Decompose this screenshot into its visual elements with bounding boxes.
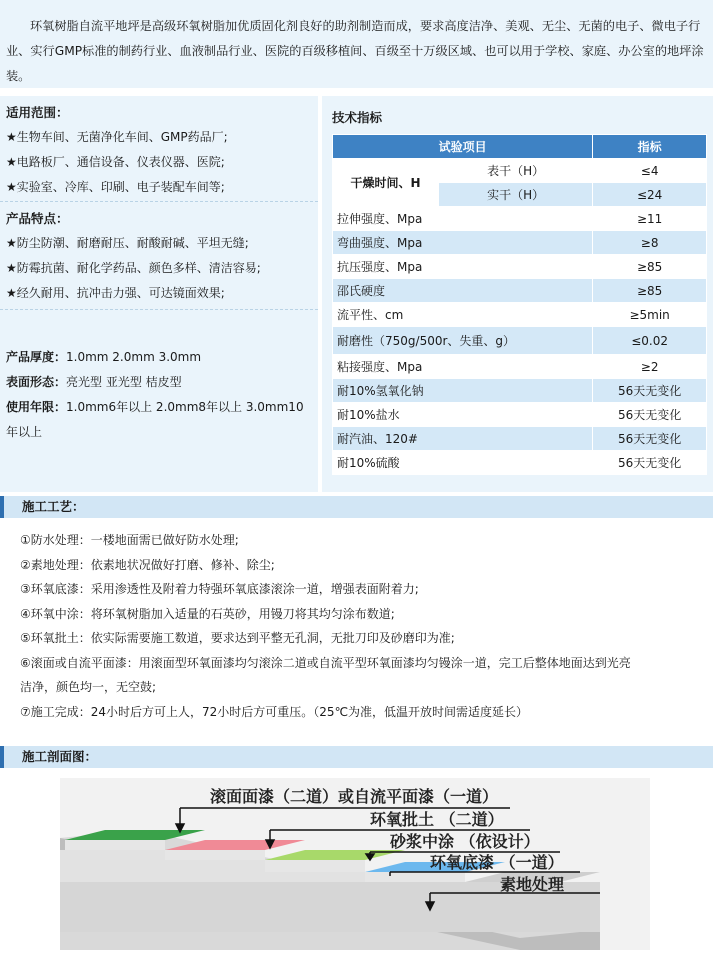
spec-table [332,134,707,475]
table-row [333,427,707,451]
row-value: ≤0.02 [593,327,707,355]
cross-section-diagram [60,778,650,950]
life-row-cont: 年以上 [6,425,43,439]
feature-item: ★经久耐用、抗冲击力强、可达镜面效果; [6,286,225,300]
process-step: ①防水处理：一楼地面需已做好防水处理; [20,533,239,547]
table-row [333,207,707,231]
cross-section-svg [60,778,650,950]
row-value: ≤24 [593,183,707,207]
dry-group-cell: 干燥时间、H [333,159,439,207]
table-row [333,355,707,379]
thickness-row [6,345,318,370]
row-name: 耐汽油、120# [333,427,593,451]
thickness-value: 1.0mm 2.0mm 3.0mm [66,350,202,364]
process-step: ②素地处理：依素地状况做好打磨、修补、除尘; [20,557,275,572]
layer-label-top: 滚面面漆（二道）或自流平面漆（一道） [210,787,499,806]
scope-item: ★生物车间、无菌净化车间、GMP药品厂; [6,130,228,144]
row-name: 耐磨性（750g/500r、失重、g） [333,327,593,355]
scope-section [0,96,318,202]
feature-item: ★防霉抗菌、耐化学药品、颜色多样、清洁容易; [6,261,261,275]
intro-text: 环氧树脂自流平地坪是高级环氧树脂加优质固化剂良好的助剂制造而成，要求高度洁净、美观、无尘、无菌的电子、微电子行业、实行GMP标准的制药行业、血液制品行业、医院的百级移植间、百级至十万级区域、也可以用于学校、家庭、办公室的地坪涂装。 [6,19,704,83]
col-value-header: 指标 [593,135,707,159]
scope-item: ★电路板厂、通信设备、仪表仪器、医院; [6,155,225,169]
layer-mortar-side [265,860,365,872]
table-row [333,451,707,475]
spacer [0,88,713,96]
layer-putty-side [165,850,265,860]
surface-row [6,370,318,395]
process-header: 施工工艺： [0,496,713,518]
row-name: 耐10%盐水 [333,403,593,427]
layer-label-putty: 环氧批土 （二道） [370,810,504,829]
table-row [333,379,707,403]
process-step: ⑤环氧批土：依实际需要施工数道，要求达到平整无孔洞，无批刀印及砂磨印为准; [20,631,455,645]
product-info-panel [0,96,318,492]
row-value: 56天无变化 [593,427,707,451]
process-step: ③环氧底漆：采用渗透性及附着力特强环氧底漆滚涂一道，增强表面附着力; [20,582,419,596]
features-section [0,202,318,310]
table-row [333,255,707,279]
layer-label-mortar: 砂浆中涂 （依设计） [390,832,540,851]
table-row [333,403,707,427]
surface-value: 亮光型 亚光型 桔皮型 [66,375,182,389]
process-steps [0,524,713,742]
scope-item: ★实验室、冷库、印刷、电子装配车间等; [6,180,225,194]
table-row [333,159,707,183]
section-diagram-header: 施工剖面图： [0,746,713,768]
life-label: 使用年限： [6,400,67,414]
spec-header-row [333,135,707,159]
process-step: ⑦施工完成：24小时后方可上人，72小时后方可重压。（25℃为准，低温开放时间需适度延长） [20,704,529,719]
features-title: 产品特点： [6,211,69,226]
row-value: ≥85 [593,279,707,303]
row-value: ≥8 [593,231,707,255]
row-value: ≥11 [593,207,707,231]
row-value: 56天无变化 [593,379,707,403]
row-name: 弯曲强度、Mpa [333,231,593,255]
life-value: 1.0mm6年以上 2.0mm8年以上 3.0mm10 [66,400,304,414]
row-name: 表干（H） [439,159,593,183]
row-name: 邵氏硬度 [333,279,593,303]
row-name: 粘接强度、Mpa [333,355,593,379]
col-item-header: 试验项目 [333,135,593,159]
life-row [6,395,318,420]
surface-label: 表面形态： [6,375,67,389]
row-value: ≥85 [593,255,707,279]
process-step-cont: 洁净，颜色均一，无空鼓; [20,680,157,694]
layer-primer-side [365,872,465,882]
process-step: ⑥滚面或自流平面漆：用滚面型环氧面漆均匀滚涂二道或自流平型环氧面漆均匀镘涂一道，完工后整体地面达到光亮 [20,655,631,670]
layer-top [65,830,205,840]
process-step: ④环氧中涂：将环氧树脂加入适量的石英砂，用镘刀将其均匀涂布数道; [20,606,395,621]
spec-panel [318,96,713,492]
spec-title: 技术指标 [332,110,383,125]
thickness-label: 产品厚度： [6,350,67,364]
row-name: 实干（H） [439,183,593,207]
table-row [333,279,707,303]
feature-item: ★防尘防潮、耐磨耐压、耐酸耐碱、平坦无缝; [6,236,249,250]
row-name: 耐10%硫酸 [333,451,593,475]
row-name: 流平性、cm [333,303,593,327]
intro-section [0,0,713,88]
row-name: 耐10%氢氧化钠 [333,379,593,403]
row-value: ≤4 [593,159,707,183]
row-name: 抗压强度、Mpa [333,255,593,279]
table-row [333,327,707,355]
properties-section [0,310,318,492]
table-row [333,303,707,327]
table-row [333,231,707,255]
row-value: 56天无变化 [593,403,707,427]
scope-title: 适用范围： [6,105,69,120]
row-name: 拉伸强度、Mpa [333,207,593,231]
row-value: ≥2 [593,355,707,379]
layer-top-side [65,840,165,850]
layer-label-primer: 环氧底漆 （一道） [430,853,564,872]
row-value: 56天无变化 [593,451,707,475]
row-value: ≥5min [593,303,707,327]
layer-label-base: 素地处理 [500,875,565,894]
